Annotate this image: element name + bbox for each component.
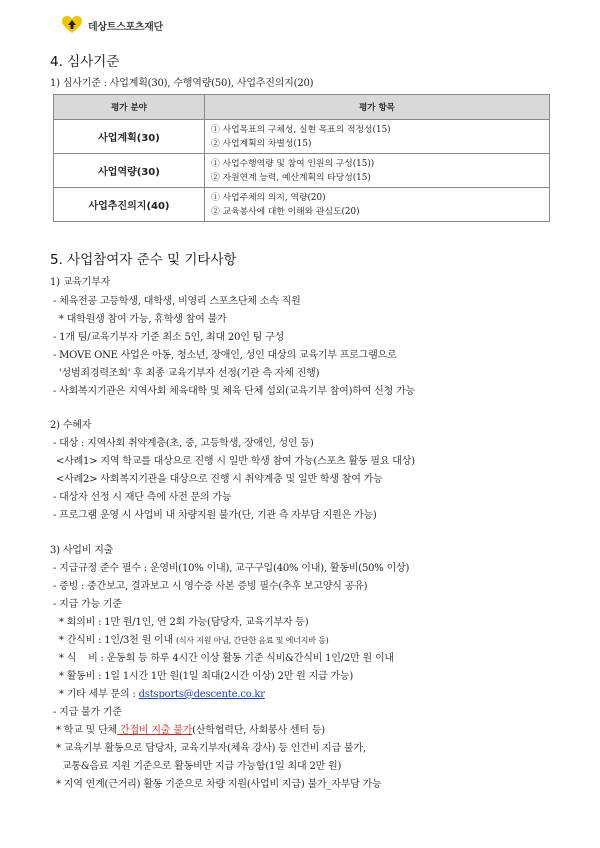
text-line: - 1개 팀/교육기부자 기준 최소 5인, 최대 20인 팀 구성 [50,332,285,343]
text-line [50,721,325,736]
text-line: - 체육전공 고등학생, 대학생, 비영리 스포츠단체 소속 직원 [50,296,301,307]
snack-text: * 간식비 : 1인/3천 원 이내 [50,635,176,646]
text-line: - MOVE ONE 사업은 아동, 청소년, 장애인, 성인 대상의 교육기부 프로그램으로 [50,350,397,361]
text-line: * 교육기부 활동으로 담당자, 교육기부자(체육 강사) 등 인건비 지급 불가, [50,743,366,754]
text-line: 교통&음료 지원 기준으로 활동비만 지급 가능함(1일 최대 2만 원) [50,761,342,772]
category-cell: 사업역량(30) [54,154,205,188]
item-text: ① 사업목표의 구체성, 실현 목표의 적정성(15) [211,124,391,135]
text-line: 1) 교육기부자 [50,277,111,288]
text-line: * 회의비 : 1만 원/1인, 연 2회 가능(담당자, 교육기부자 등) [50,617,309,628]
text-line: <사례1> 지역 학교를 대상으로 진행 시 일반 학생 참여 가능(스포츠 활동 필요 대상) [50,456,415,467]
table-row [54,154,550,188]
item-text: ② 사업계획의 차별성(15) [211,138,312,149]
nonpay-suffix: (산학협력단, 사회봉사 센터 등) [192,725,325,736]
item-text: ① 사업수행역량 및 참여 인원의 구성(15)) [211,158,375,169]
text-line: - 증빙 : 중간보고, 결과보고 시 영수증 사본 증빙 필수(추후 보고양식 공유) [50,581,368,592]
text-line: - 사회복지기관은 지역사회 체육대학 및 체육 단체 섭외(교육기부 참여)하여 신청 가능 [50,386,415,397]
table-header-row [54,95,550,120]
item-text: ① 사업주체의 의지, 역량(20) [211,192,326,203]
text-line: * 식 비 : 운동회 등 하루 4시간 이상 활동 기준 식비&간식비 1인/2만 원 이내 [50,653,394,664]
item-text: ② 교육봉사에 대한 이해와 관심도(20) [211,206,360,217]
text-line: * 활동비 : 1일 1시간 1만 원(1일 최대(2시간 이상) 2만 원 지급 가능) [50,671,354,682]
text-line: 3) 사업비 지출 [50,545,114,556]
col-header-category: 평가 분야 [54,95,205,120]
foundation-logo [62,16,163,34]
section4-title: 4. 심사기준 [50,54,120,70]
text-line [50,631,329,646]
text-line: <사례2> 사회복지기관을 대상으로 진행 시 취약계층 및 일반 학생 참여 가능 [50,474,383,485]
text-line: - 대상자 선정 시 재단 측에 사전 문의 가능 [50,492,232,503]
text-line: * 대학원생 참여 가능, 휴학생 참여 불가 [50,314,227,325]
heart-arrow-logo-icon [62,16,82,34]
text-line: 2) 수혜자 [50,420,92,431]
section4-summary: 1) 심사기준 : 사업계획(30), 수행역량(50), 사업추진의지(20) [50,78,314,89]
snack-note: (식사 지원 아님, 간단한 음료 및 에너지바 등) [175,636,329,645]
nonpay-prefix: * 학교 및 단체 [50,725,117,736]
category-cell: 사업계획(30) [54,120,205,154]
table-row [54,120,550,154]
text-line: '성범죄경력조회' 후 최종 교육기부자 선정(기관 측 자체 진행) [50,368,320,379]
text-line: * 지역 연계(근거리) 활동 기준으로 차량 지원(사업비 지급) 불가_자부담 가능 [50,779,382,790]
text-line: - 지급 가능 기준 [50,599,122,610]
items-cell [205,154,550,188]
evaluation-table [53,94,550,222]
text-line: - 프로그램 운영 시 사업비 내 차량지원 불가(단, 기관 측 자부담 지원은 가능) [50,510,377,521]
items-cell [205,120,550,154]
table-row [54,188,550,222]
items-cell [205,188,550,222]
contact-label: * 기타 세부 문의 : [50,689,139,700]
item-text: ② 자원연계 능력, 예산계획의 타당성(15) [211,172,371,183]
section5-title: 5. 사업참여자 준수 및 기타사항 [50,252,237,268]
col-header-items: 평가 항목 [205,95,550,120]
text-line: - 지급규정 준수 필수 : 운영비(10% 이내), 교구구입(40% 이내), 활동비(50% 이상) [50,563,410,574]
category-cell: 사업추진의지(40) [54,188,205,222]
text-line [50,685,265,700]
org-name: 데상트스포츠재단 [88,21,163,33]
text-line: - 대상 : 지역사회 취약계층(초, 중, 고등학생, 장애인, 성인 등) [50,438,314,449]
text-line: - 지급 불가 기준 [50,707,122,718]
indirect-cost-warning: 간접비 지출 불가 [117,725,193,736]
email-link[interactable]: dstsports@descente.co.kr [138,689,265,700]
